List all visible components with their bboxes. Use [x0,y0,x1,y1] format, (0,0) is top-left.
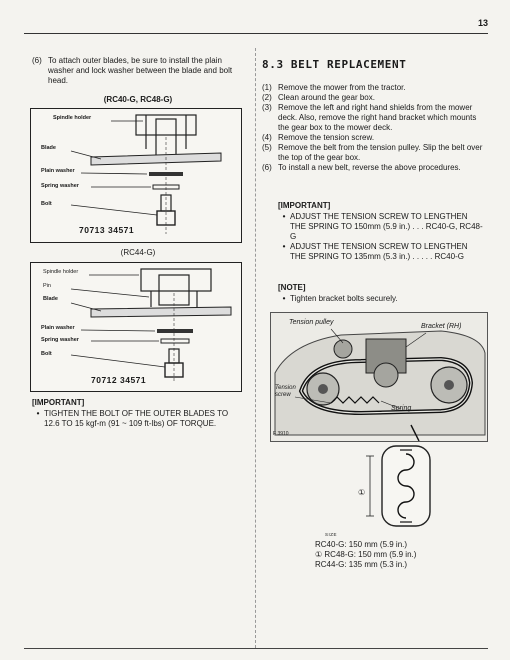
step-number: (6) [262,163,272,172]
intro-number: (6) [32,56,42,65]
step-text: To install a new belt, reverse the above procedures. [278,163,461,172]
fig1-label-spring-washer: Spring washer [41,183,79,189]
spring-measure-label: ① [358,488,366,497]
important-bullet [278,242,484,262]
step-number: (3) [262,103,272,112]
fig1-label-spindle-holder: Spindle holder [53,115,92,121]
step-number: (2) [262,93,272,102]
step-text: Remove the mower from the tractor. [278,83,406,92]
bullet-dot-icon: • [282,294,286,303]
step-item [262,133,484,143]
step-number: (1) [262,83,272,92]
spec-line: RC44-G: 135 mm (5.3 in.) [315,560,408,569]
fig2-label-bolt: Bolt [41,351,52,357]
figure2-blade-assembly [30,262,242,392]
left-important-bullet [32,409,240,429]
spring-spec-list [315,540,485,570]
intro-text: To attach outer blades, be sure to install the plain washer and lock washer between the blade and bolt head. [48,56,233,85]
step-number: (5) [262,143,272,152]
figure1-drawing [31,109,241,242]
fig2-part-code: 70712 34571 [91,375,147,385]
section-title: 8.3 BELT REPLACEMENT [262,58,407,71]
note-bullet [278,294,484,304]
diagram-label-tension-pulley: Tension pulley [289,319,334,326]
fig2-label-plain-washer: Plain washer [41,325,75,331]
diagram-code: F 3910 [273,431,289,437]
step-item [262,93,484,103]
diagram-label-screw: screw [275,392,291,398]
size-label: SIZE [325,532,338,537]
fig2-label-blade: Blade [43,296,58,302]
step-text: Remove the belt from the tension pulley. Slip the belt over the top of the gear box. [278,143,483,162]
figure1-title: (RC40-G, RC48-G) [103,95,173,104]
right-important-heading: [IMPORTANT] [278,201,331,210]
fig1-part-code: 70713 34571 [79,225,135,235]
spring-measure-figure [330,442,440,534]
step-text: Clean around the gear box. [278,93,375,102]
top-rule [24,33,488,34]
fig2-label-spindle-holder: Spindle holder [43,269,79,275]
fig1-label-plain-washer: Plain washer [41,168,75,174]
fig1-label-bolt: Bolt [41,201,52,207]
figure1-blade-assembly [30,108,242,243]
left-intro [32,56,240,86]
spring-measure-drawing [330,442,440,534]
column-divider [255,48,256,648]
bullet-dot-icon: • [36,409,40,418]
right-important-bullets [278,212,484,262]
belt-diagram [270,312,488,442]
important-bullet-text: ADJUST THE TENSION SCREW TO LENGTHEN THE SPRING TO 150mm (5.9 in.) . . . RC40-G, RC48-G [290,212,483,241]
step-item [262,83,484,93]
fig2-label-pin: Pin [43,283,51,289]
steps-list [262,83,484,173]
step-text: Remove the tension screw. [278,133,375,142]
fig2-label-spring-washer: Spring washer [41,337,79,343]
step-item [262,143,484,163]
note-heading: [NOTE] [278,283,306,292]
bottom-rule [24,648,488,649]
step-number: (4) [262,133,272,142]
important-bullet [278,212,484,242]
fig1-label-blade: Blade [41,145,56,151]
left-important-heading: [IMPORTANT] [32,398,85,407]
diagram-label-spring: Spring [391,405,412,412]
important-bullet-text: ADJUST THE TENSION SCREW TO LENGTHEN THE SPRING TO 135mm (5.3 in.) . . . . . RC40-G [290,242,468,261]
diagram-label-tension: Tension [275,385,296,391]
bullet-dot-icon: • [282,242,286,251]
spec-line: RC40-G: 150 mm (5.9 in.) [315,540,408,549]
bullet-dot-icon: • [282,212,286,221]
step-item [262,103,484,133]
step-item [262,163,484,173]
page-number: 13 [477,18,488,28]
figure2-title: (RC44-G) [120,248,156,257]
note-text: Tighten bracket bolts securely. [290,294,398,303]
left-important-text: TIGHTEN THE BOLT OF THE OUTER BLADES TO 12.6 TO 15 kgf-m (91 ~ 109 ft-lbs) OF TORQUE. [44,409,229,428]
diagram-label-bracket: Bracket (RH) [421,323,462,330]
spec-line: ① RC48-G: 150 mm (5.9 in.) [315,550,417,559]
belt-diagram-drawing [271,313,487,441]
step-text: Remove the left and right hand shields from the mower deck. Also, remove the right hand bracket which mounts the gear box to the mower deck. [278,103,477,132]
